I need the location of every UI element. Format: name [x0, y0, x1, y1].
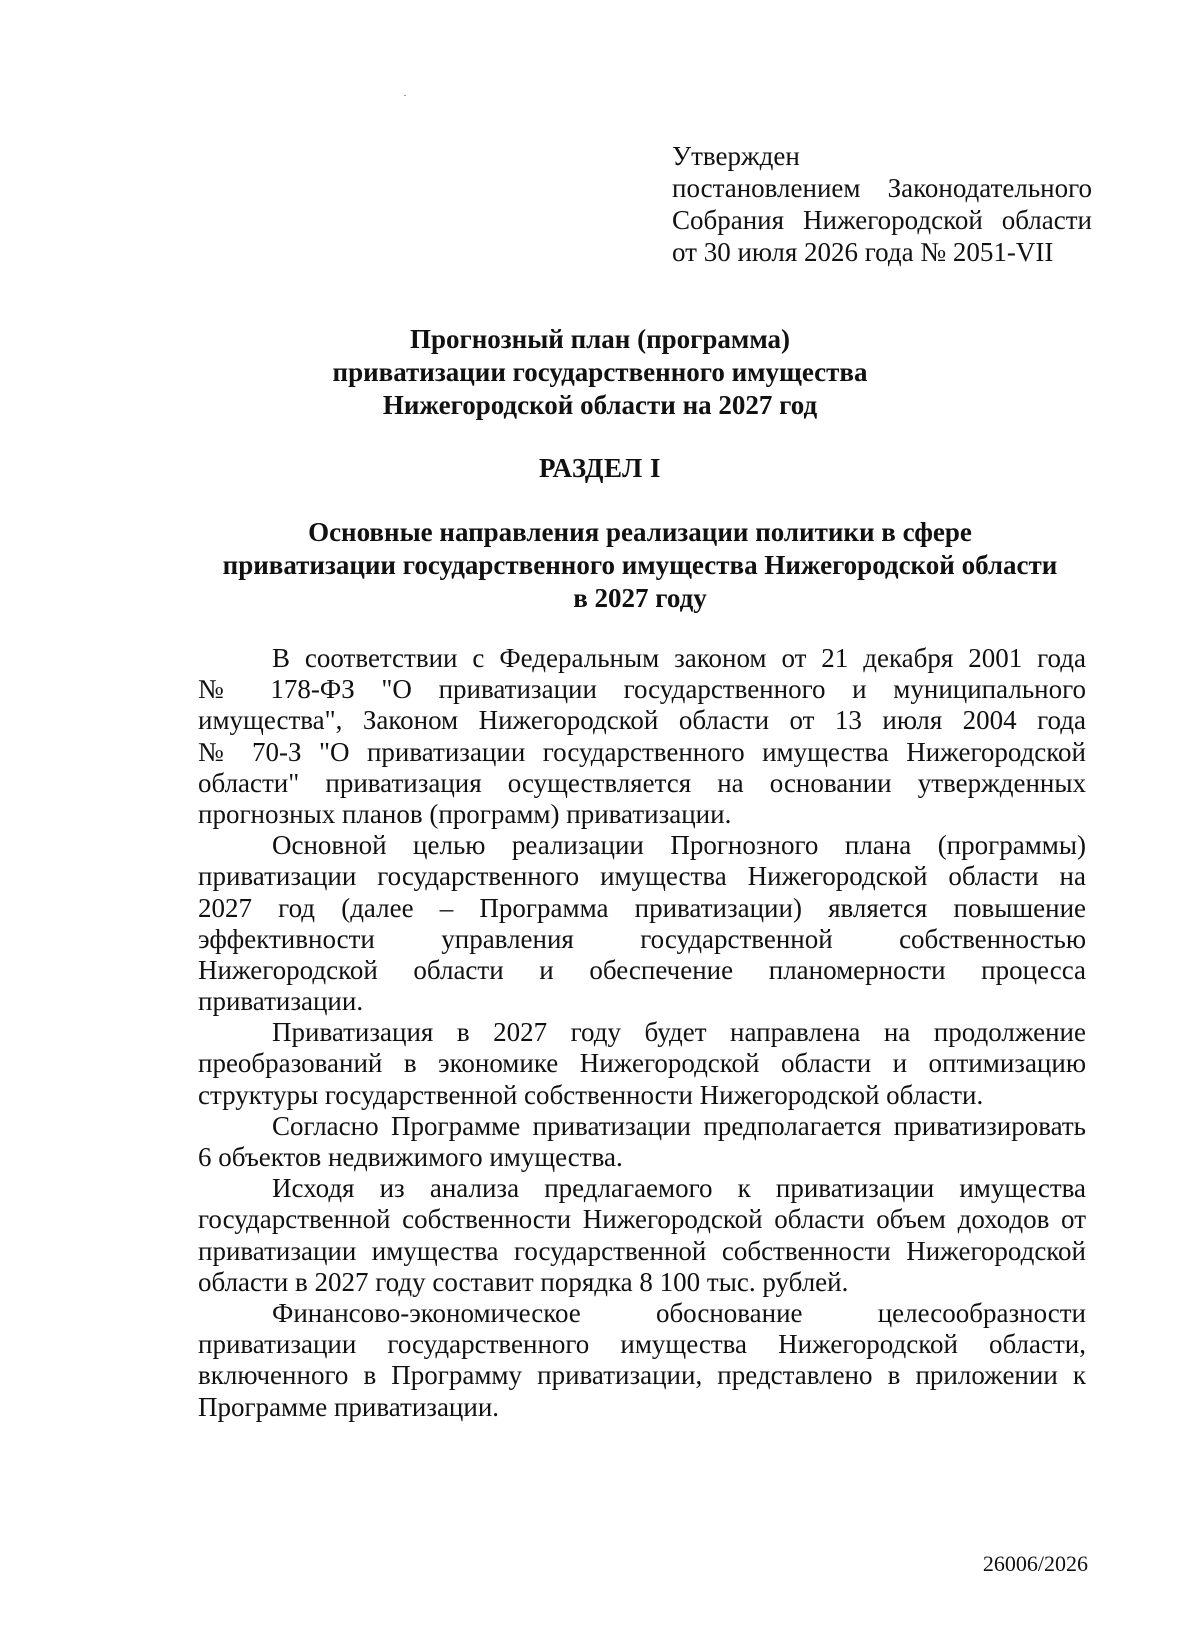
paragraph-line: государственной собственности Нижегородской области объем доходов от — [198, 1204, 1086, 1235]
paragraph-line: имущества", Законом Нижегородской области от 13 июля 2004 года — [198, 705, 1086, 736]
paragraph-line: Нижегородской области и обеспечение планомерности процесса — [198, 954, 1086, 985]
approval-line: от 30 июля 2026 года № 2051-VII — [672, 237, 1054, 267]
paragraph-line: приватизации. — [198, 986, 364, 1017]
subtitle-line: в 2027 году — [573, 583, 707, 613]
section-heading: РАЗДЕЛ I — [538, 453, 662, 483]
title-line: Прогнозный план (программа) — [409, 324, 791, 354]
paragraph-line: области" приватизация осуществляется на основании утвержденных — [198, 767, 1086, 798]
document-title — [150, 323, 1050, 422]
paragraph-line: 2027 год (далее – Программа приватизации) является повышение — [198, 892, 1086, 923]
paragraph-line: включенного в Программу приватизации, представлено в приложении к — [198, 1360, 1086, 1391]
title-line: Нижегородской области на 2027 год — [382, 390, 818, 420]
paragraph-line: структуры государственной собственности Нижегородской области. — [198, 1079, 984, 1110]
approval-line: постановлением Законодательного — [672, 173, 1092, 203]
paragraph-line: Приватизация в 2027 году будет направлена на продолжение — [272, 1017, 1086, 1048]
paragraph-line: 6 объектов недвижимого имущества. — [198, 1142, 623, 1172]
paragraph-line: Исходя из анализа предлагаемого к приватизации имущества — [272, 1173, 1086, 1204]
paragraph-line: Финансово-экономическое обоснование целесообразности — [272, 1297, 1086, 1328]
subtitle-line: Основные направления реализации политики в сфере — [308, 517, 972, 547]
paragraph-line: преобразований в экономике Нижегородской области и оптимизацию — [198, 1048, 1086, 1079]
paragraph-line: эффективности управления государственной собственностью — [198, 923, 1086, 954]
scan-speck — [404, 95, 406, 96]
paragraph-line: области в 2027 году составит порядка 8 100 тыс. рублей. — [198, 1266, 849, 1297]
paragraph-line: Программе приватизации. — [198, 1391, 500, 1422]
paragraph-line: Основной целью реализации Прогнозного плана (программы) — [272, 830, 1086, 861]
approval-line: Собрания Нижегородской области — [672, 205, 1092, 235]
paragraph-line: № 70-З "О приватизации государственного имущества Нижегородской — [198, 736, 1086, 767]
paragraph-line: прогнозных планов (программ) приватизации. — [198, 798, 732, 829]
body-text — [198, 643, 1086, 1423]
document-registration-number: 26006/2026 — [982, 1551, 1088, 1576]
title-line: приватизации государственного имущества — [332, 357, 868, 387]
paragraph-line: Согласно Программе приватизации предполагается приватизировать — [272, 1110, 1086, 1141]
paragraph-line: приватизации государственного имущества Нижегородской области на — [198, 861, 1086, 892]
approval-line: Утвержден — [672, 141, 800, 171]
paragraph-line: приватизации имущества государственной собственности Нижегородской — [198, 1235, 1086, 1266]
paragraph-line: приватизации государственного имущества Нижегородской области, — [198, 1329, 1086, 1360]
section-subtitle — [190, 516, 1090, 615]
paragraph-line: № 178-ФЗ "О приватизации государственного и муниципального — [198, 674, 1086, 705]
approval-stamp-block — [672, 140, 1092, 268]
paragraph-line: В соответствии с Федеральным законом от 21 декабря 2001 года — [272, 643, 1086, 673]
subtitle-line: приватизации государственного имущества Нижегородской области — [222, 550, 1058, 580]
